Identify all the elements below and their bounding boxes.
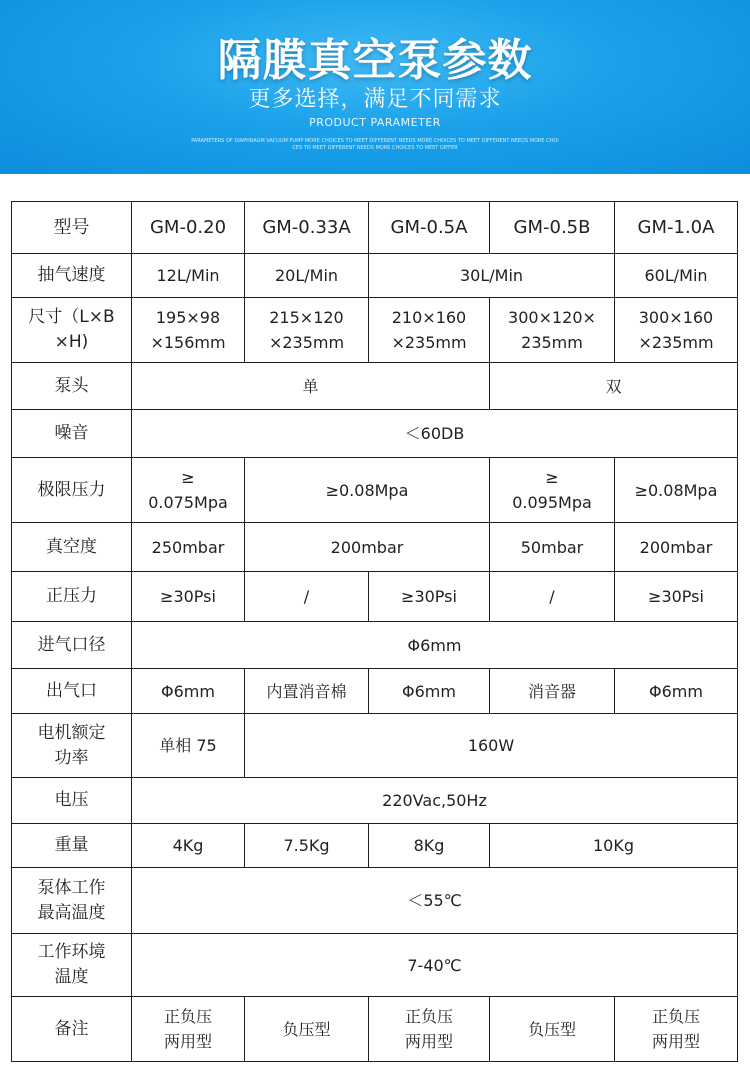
cell: 7-40℃ <box>132 934 738 997</box>
cell: 195×98 ×156mm <box>132 298 245 363</box>
row-vacuum <box>12 523 738 572</box>
row-pump-head <box>12 363 738 410</box>
cell: 负压型 <box>490 997 615 1062</box>
row-remark <box>12 997 738 1062</box>
page-subtitle: 更多选择，满足不同需求 <box>248 87 502 112</box>
cell: 消音器 <box>490 669 615 714</box>
row-pumping-speed <box>12 254 738 298</box>
cell: GM-1.0A <box>615 202 738 254</box>
row-outlet <box>12 669 738 714</box>
cell: 200mbar <box>615 523 738 572</box>
cell: 单相 75 <box>132 714 245 778</box>
cell: ≥ 0.095Mpa <box>490 458 615 523</box>
cell: ≥0.08Mpa <box>615 458 738 523</box>
row-label: 抽气速度 <box>12 254 132 298</box>
cell: 215×120 ×235mm <box>245 298 369 363</box>
row-ambient-temp <box>12 934 738 997</box>
cell: 12L/Min <box>132 254 245 298</box>
cell: 30L/Min <box>369 254 615 298</box>
cell: Φ6mm <box>132 622 738 669</box>
row-label: 极限压力 <box>12 458 132 523</box>
row-label: 重量 <box>12 824 132 868</box>
cell: 双 <box>490 363 738 410</box>
cell: 60L/Min <box>615 254 738 298</box>
row-label: 噪音 <box>12 410 132 458</box>
row-label: 泵体工作 最高温度 <box>12 868 132 934</box>
cell: 210×160 ×235mm <box>369 298 490 363</box>
cell: 负压型 <box>245 997 369 1062</box>
page-title: 隔膜真空泵参数 <box>217 35 533 86</box>
cell: Φ6mm <box>369 669 490 714</box>
cell: 正负压 两用型 <box>615 997 738 1062</box>
row-label: 出气口 <box>12 669 132 714</box>
cell: ≥30Psi <box>369 572 490 622</box>
cell: 4Kg <box>132 824 245 868</box>
row-inlet <box>12 622 738 669</box>
cell: 220Vac,50Hz <box>132 778 738 824</box>
row-noise <box>12 410 738 458</box>
cell: 内置消音棉 <box>245 669 369 714</box>
cell: GM-0.33A <box>245 202 369 254</box>
cell: 7.5Kg <box>245 824 369 868</box>
row-label: 备注 <box>12 997 132 1062</box>
cell: 160W <box>245 714 738 778</box>
cell: 50mbar <box>490 523 615 572</box>
cell: 10Kg <box>490 824 738 868</box>
row-label: 电压 <box>12 778 132 824</box>
cell: GM-0.20 <box>132 202 245 254</box>
cell: / <box>245 572 369 622</box>
cell: ≥30Psi <box>615 572 738 622</box>
cell: 300×160 ×235mm <box>615 298 738 363</box>
cell: 200mbar <box>245 523 490 572</box>
cell: 8Kg <box>369 824 490 868</box>
english-caption: PRODUCT PARAMETER <box>309 116 441 129</box>
row-label: 泵头 <box>12 363 132 410</box>
cell: ≥0.08Mpa <box>245 458 490 523</box>
cell: / <box>490 572 615 622</box>
row-label: 电机额定 功率 <box>12 714 132 778</box>
cell: ＜55℃ <box>132 868 738 934</box>
header-banner <box>0 0 750 174</box>
row-max-temp <box>12 868 738 934</box>
row-ultimate-pressure <box>12 458 738 523</box>
cell: 300×120× 235mm <box>490 298 615 363</box>
cell: GM-0.5A <box>369 202 490 254</box>
row-motor-power <box>12 714 738 778</box>
cell: Φ6mm <box>615 669 738 714</box>
cell: ≥ 0.075Mpa <box>132 458 245 523</box>
row-label: 真空度 <box>12 523 132 572</box>
row-voltage <box>12 778 738 824</box>
cell: 单 <box>132 363 490 410</box>
row-label: 正压力 <box>12 572 132 622</box>
row-model <box>12 202 738 254</box>
row-positive-pressure <box>12 572 738 622</box>
row-label: 工作环境 温度 <box>12 934 132 997</box>
parameter-table <box>11 201 738 1062</box>
cell: ≥30Psi <box>132 572 245 622</box>
cell: ＜60DB <box>132 410 738 458</box>
row-label: 进气口径 <box>12 622 132 669</box>
row-label: 尺寸（L×B ×H) <box>12 298 132 363</box>
cell: 20L/Min <box>245 254 369 298</box>
cell: 正负压 两用型 <box>369 997 490 1062</box>
cell: GM-0.5B <box>490 202 615 254</box>
fine-print: PARAMETERS OF DIAPHRAGM VACUUM PUMP MORE CHOICES TO MEET DIFFERENT NEEDS MORE CHOICES TO MEET DIFFERENT NEEDS MORE CHOICES TO MEET DIFFERENT NEEDS MORE CHOICES TO MEET DIFFER <box>191 138 559 151</box>
row-weight <box>12 824 738 868</box>
cell: 正负压 两用型 <box>132 997 245 1062</box>
cell: 250mbar <box>132 523 245 572</box>
row-size <box>12 298 738 363</box>
cell: Φ6mm <box>132 669 245 714</box>
row-label: 型号 <box>12 202 132 254</box>
